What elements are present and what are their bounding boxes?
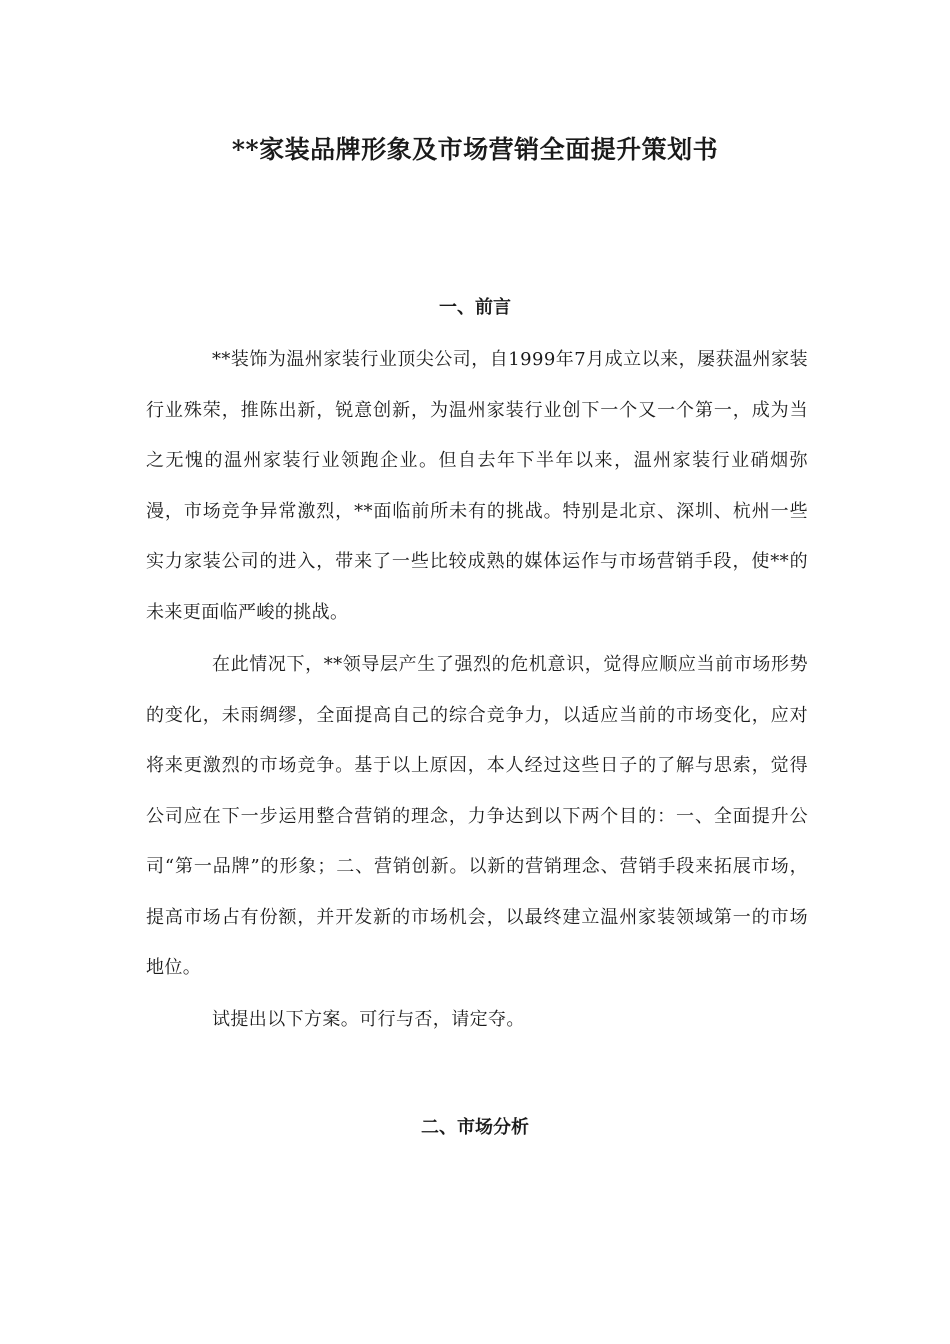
section-heading-preface: 一、前言 xyxy=(439,297,511,318)
preface-paragraph-2: 在此情况下，**领导层产生了强烈的危机意识，觉得应顺应当前市场形势的变化，未雨绸缪，全面提高自己的综合竞争力，以适应当前的市场变化，应对将来更激烈的市场竞争。基于以上原因，本人经过这些日子的了解与思索，觉得公司应在下一步运用整合营销的理念，力争达到以下两个目的：一、全面提升公司“第一品牌”的形象；二、营销创新。以新的营销理念、营销手段来拓展市场，提高市场占有份额，并开发新的市场机会，以最终建立温州家装领域第一的市场地位。 xyxy=(146,654,808,978)
section-heading-market-analysis: 二、市场分析 xyxy=(421,1117,529,1138)
preface-paragraph-1: **装饰为温州家装行业顶尖公司，自1999年7月成立以来，屡获温州家装行业殊荣，推陈出新，锐意创新，为温州家装行业创下一个又一个第一，成为当之无愧的温州家装行业领跑企业。但自去年下半年以来，温州家装行业硝烟弥漫，市场竞争异常激烈，**面临前所未有的挑战。特别是北京、深圳、杭州一些实力家装公司的进入，带来了一些比较成熟的媒体运作与市场营销手段，使**的未来更面临严峻的挑战。 xyxy=(146,349,808,623)
document-title: **家装品牌形象及市场营销全面提升策划书 xyxy=(231,135,719,164)
preface-paragraph-3: 试提出以下方案。可行与否，请定夺。 xyxy=(212,1009,525,1030)
